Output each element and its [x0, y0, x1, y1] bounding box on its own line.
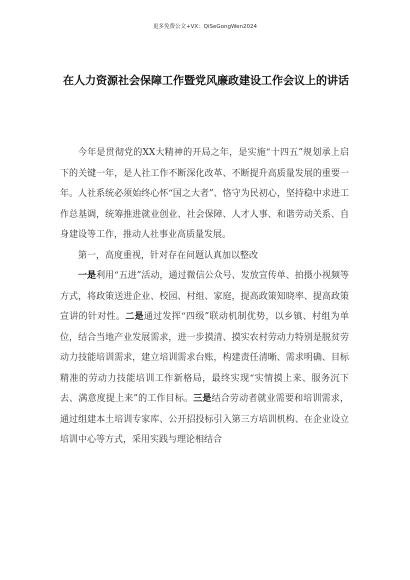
lead-first: 一是	[78, 271, 97, 281]
document-body	[60, 143, 349, 451]
document-title: 在人力资源社会保障工作暨党风廉政建设工作会议上的讲话	[63, 74, 349, 87]
measure-first-text: 利用“五进”活动，通过微信公众号、发放宣传单、拍摄小视频等方式，将政策送进企业、校园、村组、家庭，提高政策知晓率、提高政策宣讲的针对性。	[60, 271, 349, 322]
lead-third: 三是	[193, 394, 212, 404]
paragraph-measures	[60, 266, 349, 451]
measure-second-text: 通过发挥“四级”联动机制优势，以乡镇、村组为单位，结合当地产业发展需求，进一步摸清、摸实农村劳动力特别是脱贫劳动力技能培训需求，建立培训需求台账，构建责任清晰、需求明确、目标精准的劳动力技能培训工作新格局，最终实现“实情摸上来、服务沉下去、满意度提上来”的工作目标。	[60, 312, 349, 404]
measure-third-text: 结合劳动者就业需要和培训需求，通过组建本土培训专家库、公开招投标引入第三方培训机构、在企业设立培训中心等方式，采用实践与理论相结合	[60, 394, 349, 445]
lead-second: 二是	[125, 312, 144, 322]
paragraph-intro: 今年是贯彻党的XX大精神的开局之年，是实施“十四五”规划承上启下的关键一年，是人社工作不断深化改革、不断提升高质量发展的重要一年。人社系统必须始终心怀“国之大者”、恪守为民初心，坚持稳中求进工作总基调，统筹推进就业创业、社会保障、人才人事、和谐劳动关系、自身建设等工作，推动人社事业高质量发展。	[60, 148, 349, 240]
section-heading: 第一，高度重视，针对存在问题认真加以整改	[78, 250, 259, 261]
header-note: 更多免费公文+VX：QiSeGongWen2024	[153, 24, 257, 30]
